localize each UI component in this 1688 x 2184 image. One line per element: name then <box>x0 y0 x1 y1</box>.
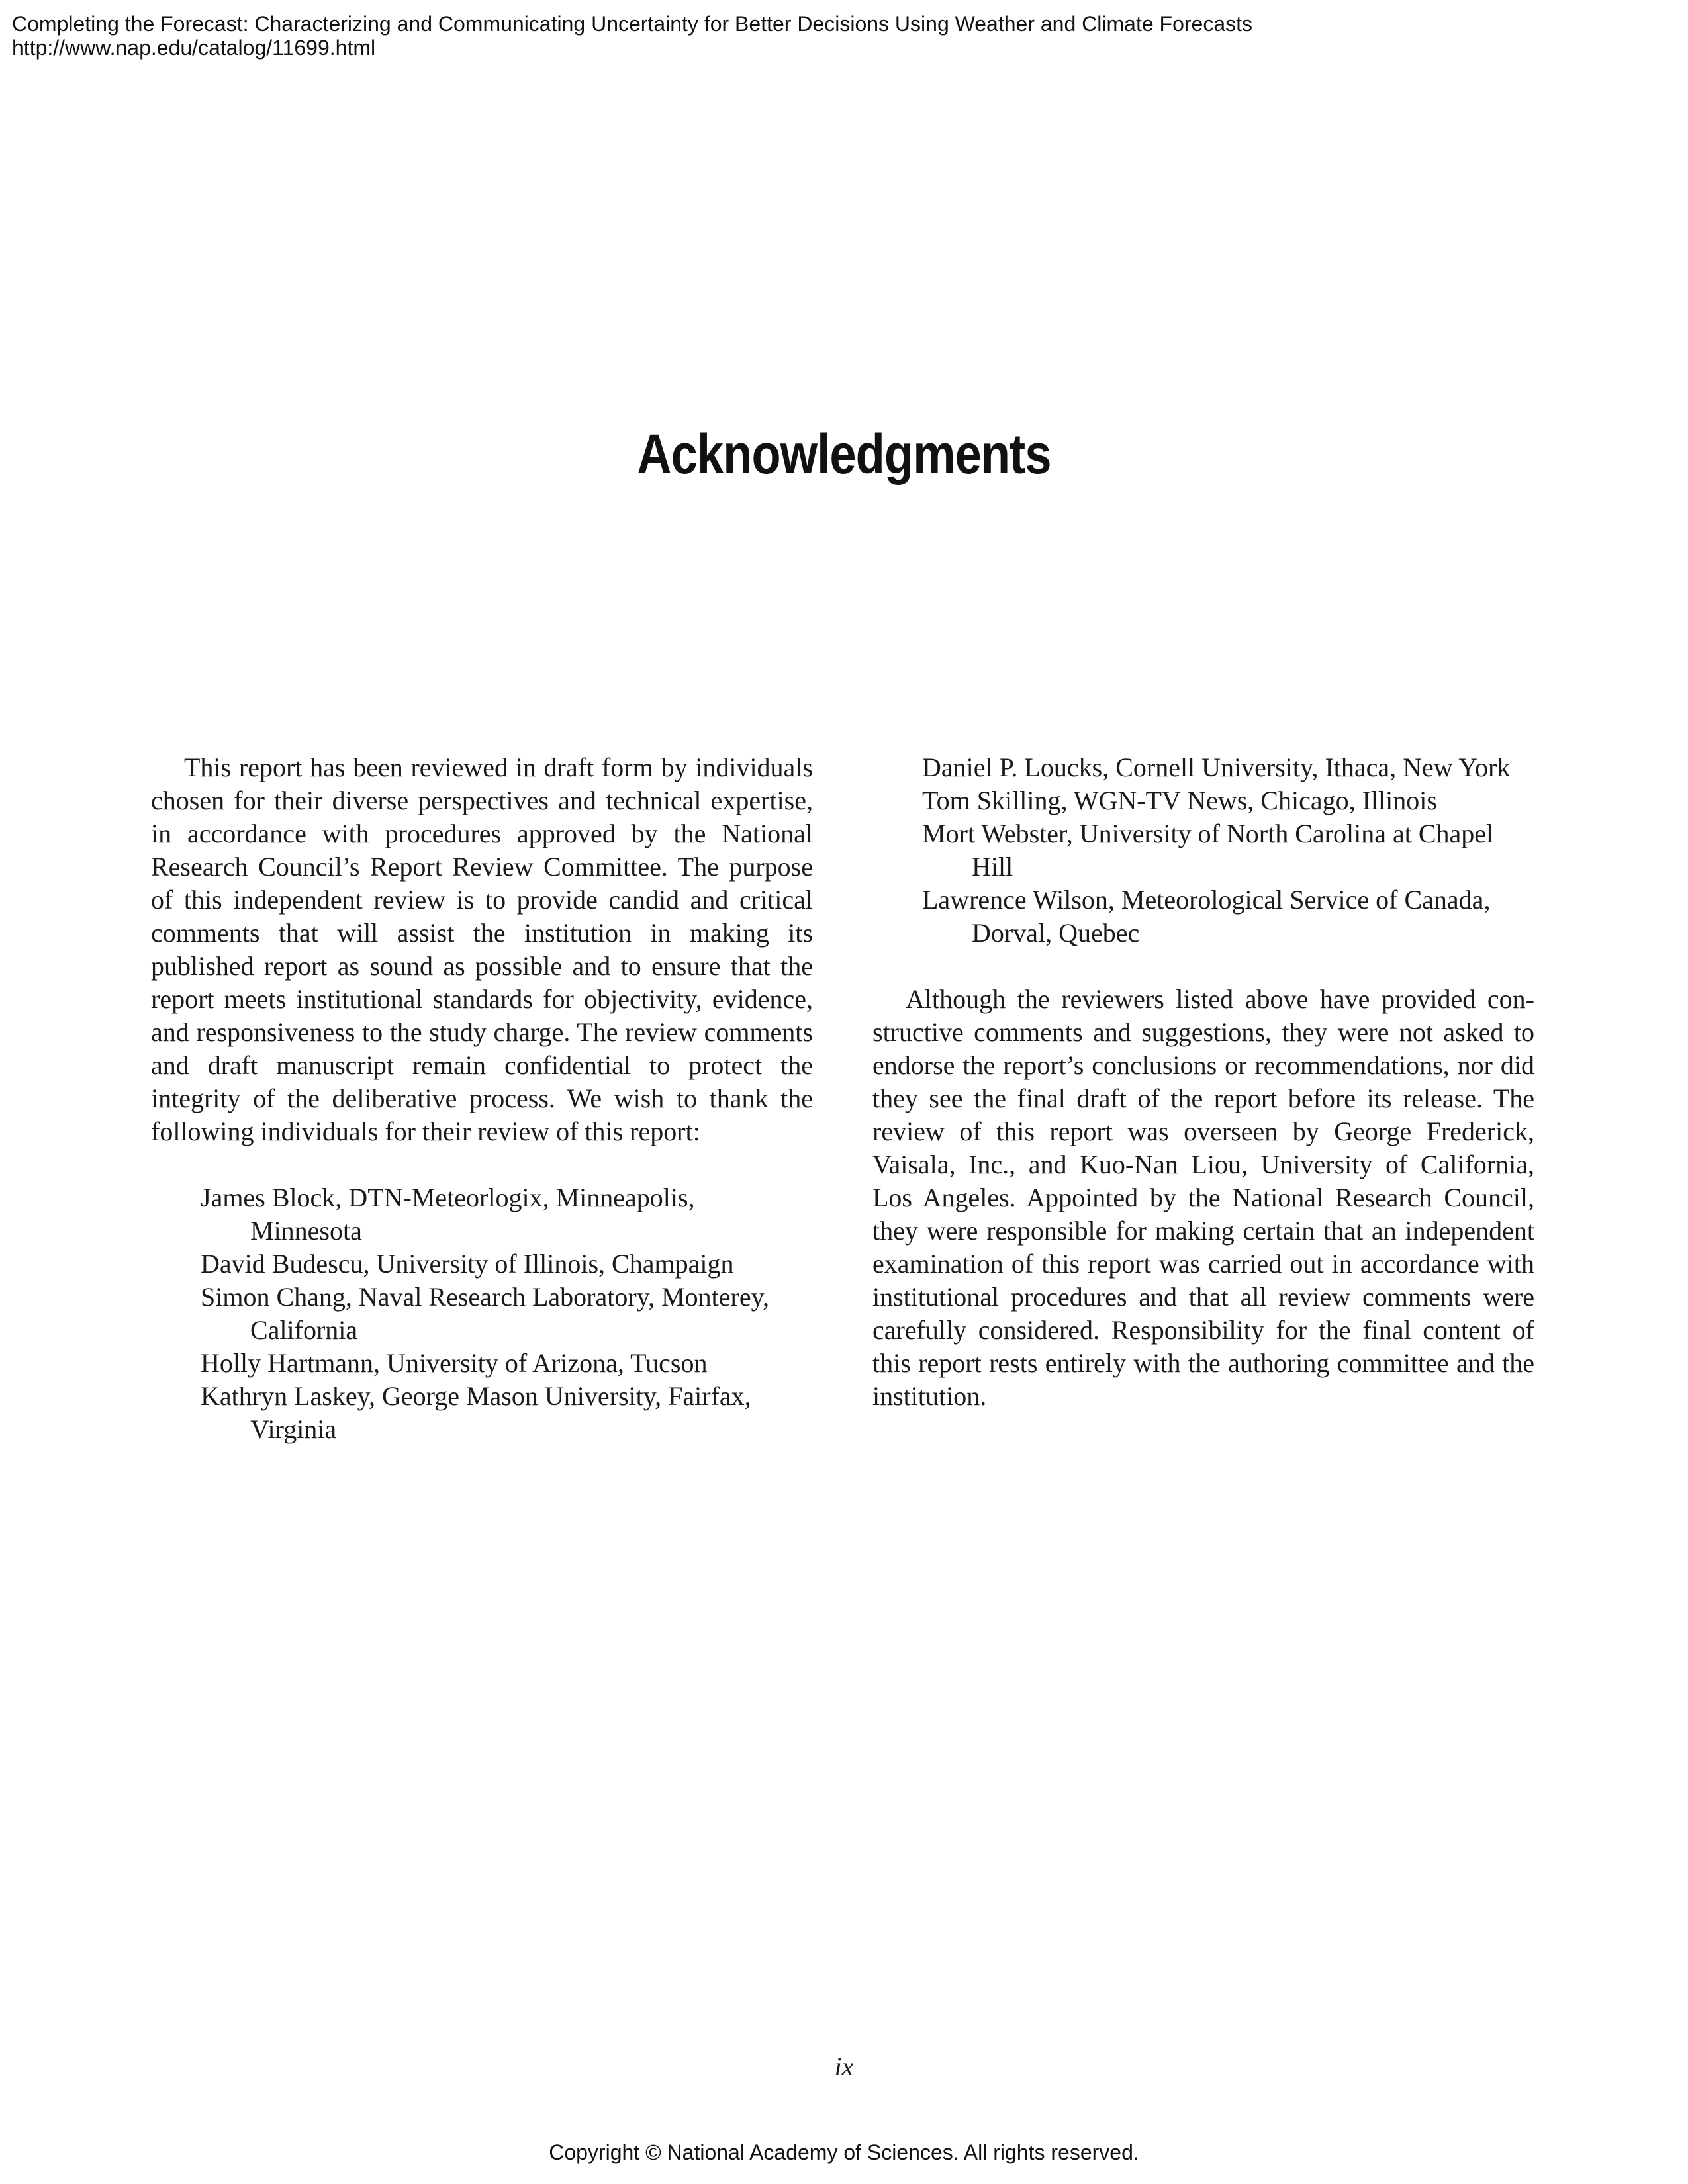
reviewer-item: Kathryn Laskey, George Mason University, Fairfax, Virginia <box>201 1381 751 1444</box>
page-number: ix <box>834 2052 854 2081</box>
closing-paragraph: Although the reviewers listed above have provided constructive comments and suggestions, they were not asked to endorse the report’s conclusions or recommendations, nor did they see the final draft of the report before its release. The review of this report was overseen by George Frederick, Vaisala, Inc., and Kuo-Nan Liou, University of California, Los Angeles. Appointed by the National Research Council, they were responsible for making certain that an independent examination of this report was carried out in accordance with institutional procedures and that all review comments were carefully considered. Responsibility for the final content of this report rests entirely with the authoring committee and the institution. <box>872 984 1534 1411</box>
reviewer-item: Holly Hartmann, University of Arizona, Tucson <box>201 1348 708 1378</box>
reviewer-item: James Block, DTN-Meteorlogix, Minneapolis, Minnesota <box>201 1183 695 1246</box>
reviewer-item: Daniel P. Loucks, Cornell University, Ithaca, New York <box>922 752 1511 782</box>
reviewer-item: Lawrence Wilson, Meteorological Service of Canada, Dorval, Quebec <box>922 885 1491 948</box>
left-column <box>151 751 813 1446</box>
reviewer-list-left <box>151 1181 813 1446</box>
reviewer-item: Mort Webster, University of North Carolina at Chapel Hill <box>922 819 1494 882</box>
reviewer-list-right <box>872 751 1534 950</box>
reviewer-item: Tom Skilling, WGN-TV News, Chicago, Illinois <box>922 786 1437 815</box>
right-column <box>872 751 1534 1413</box>
copyright-footer: Copyright © National Academy of Sciences. All rights reserved. <box>549 2140 1139 2164</box>
reviewer-item: Simon Chang, Naval Research Laboratory, Monterey, California <box>201 1282 770 1345</box>
header-title: Completing the Forecast: Characterizing and Communicating Uncertainty for Better Decisions Using Weather and Climate Forecasts <box>12 12 1252 36</box>
intro-paragraph: This report has been reviewed in draft form by individuals chosen for their diverse perspectives and technical expertise, in accordance with procedures approved by the National Research Council’s Report Review Committee. The purpose of this independent review is to provide candid and critical comments that will assist the institution in making its published report as sound as possible and to ensure that the report meets institutional standards for objectivity, evidence, and responsiveness to the study charge. The review comments and draft manuscript remain confidential to protect the integrity of the deliberative process. We wish to thank the following individuals for their review of this report: <box>151 752 813 1146</box>
page-title: Acknowledgments <box>637 423 1051 486</box>
page-header <box>12 12 1252 60</box>
header-url: http://www.nap.edu/catalog/11699.html <box>12 36 376 60</box>
reviewer-item: David Budescu, University of Illinois, Champaign <box>201 1249 734 1279</box>
